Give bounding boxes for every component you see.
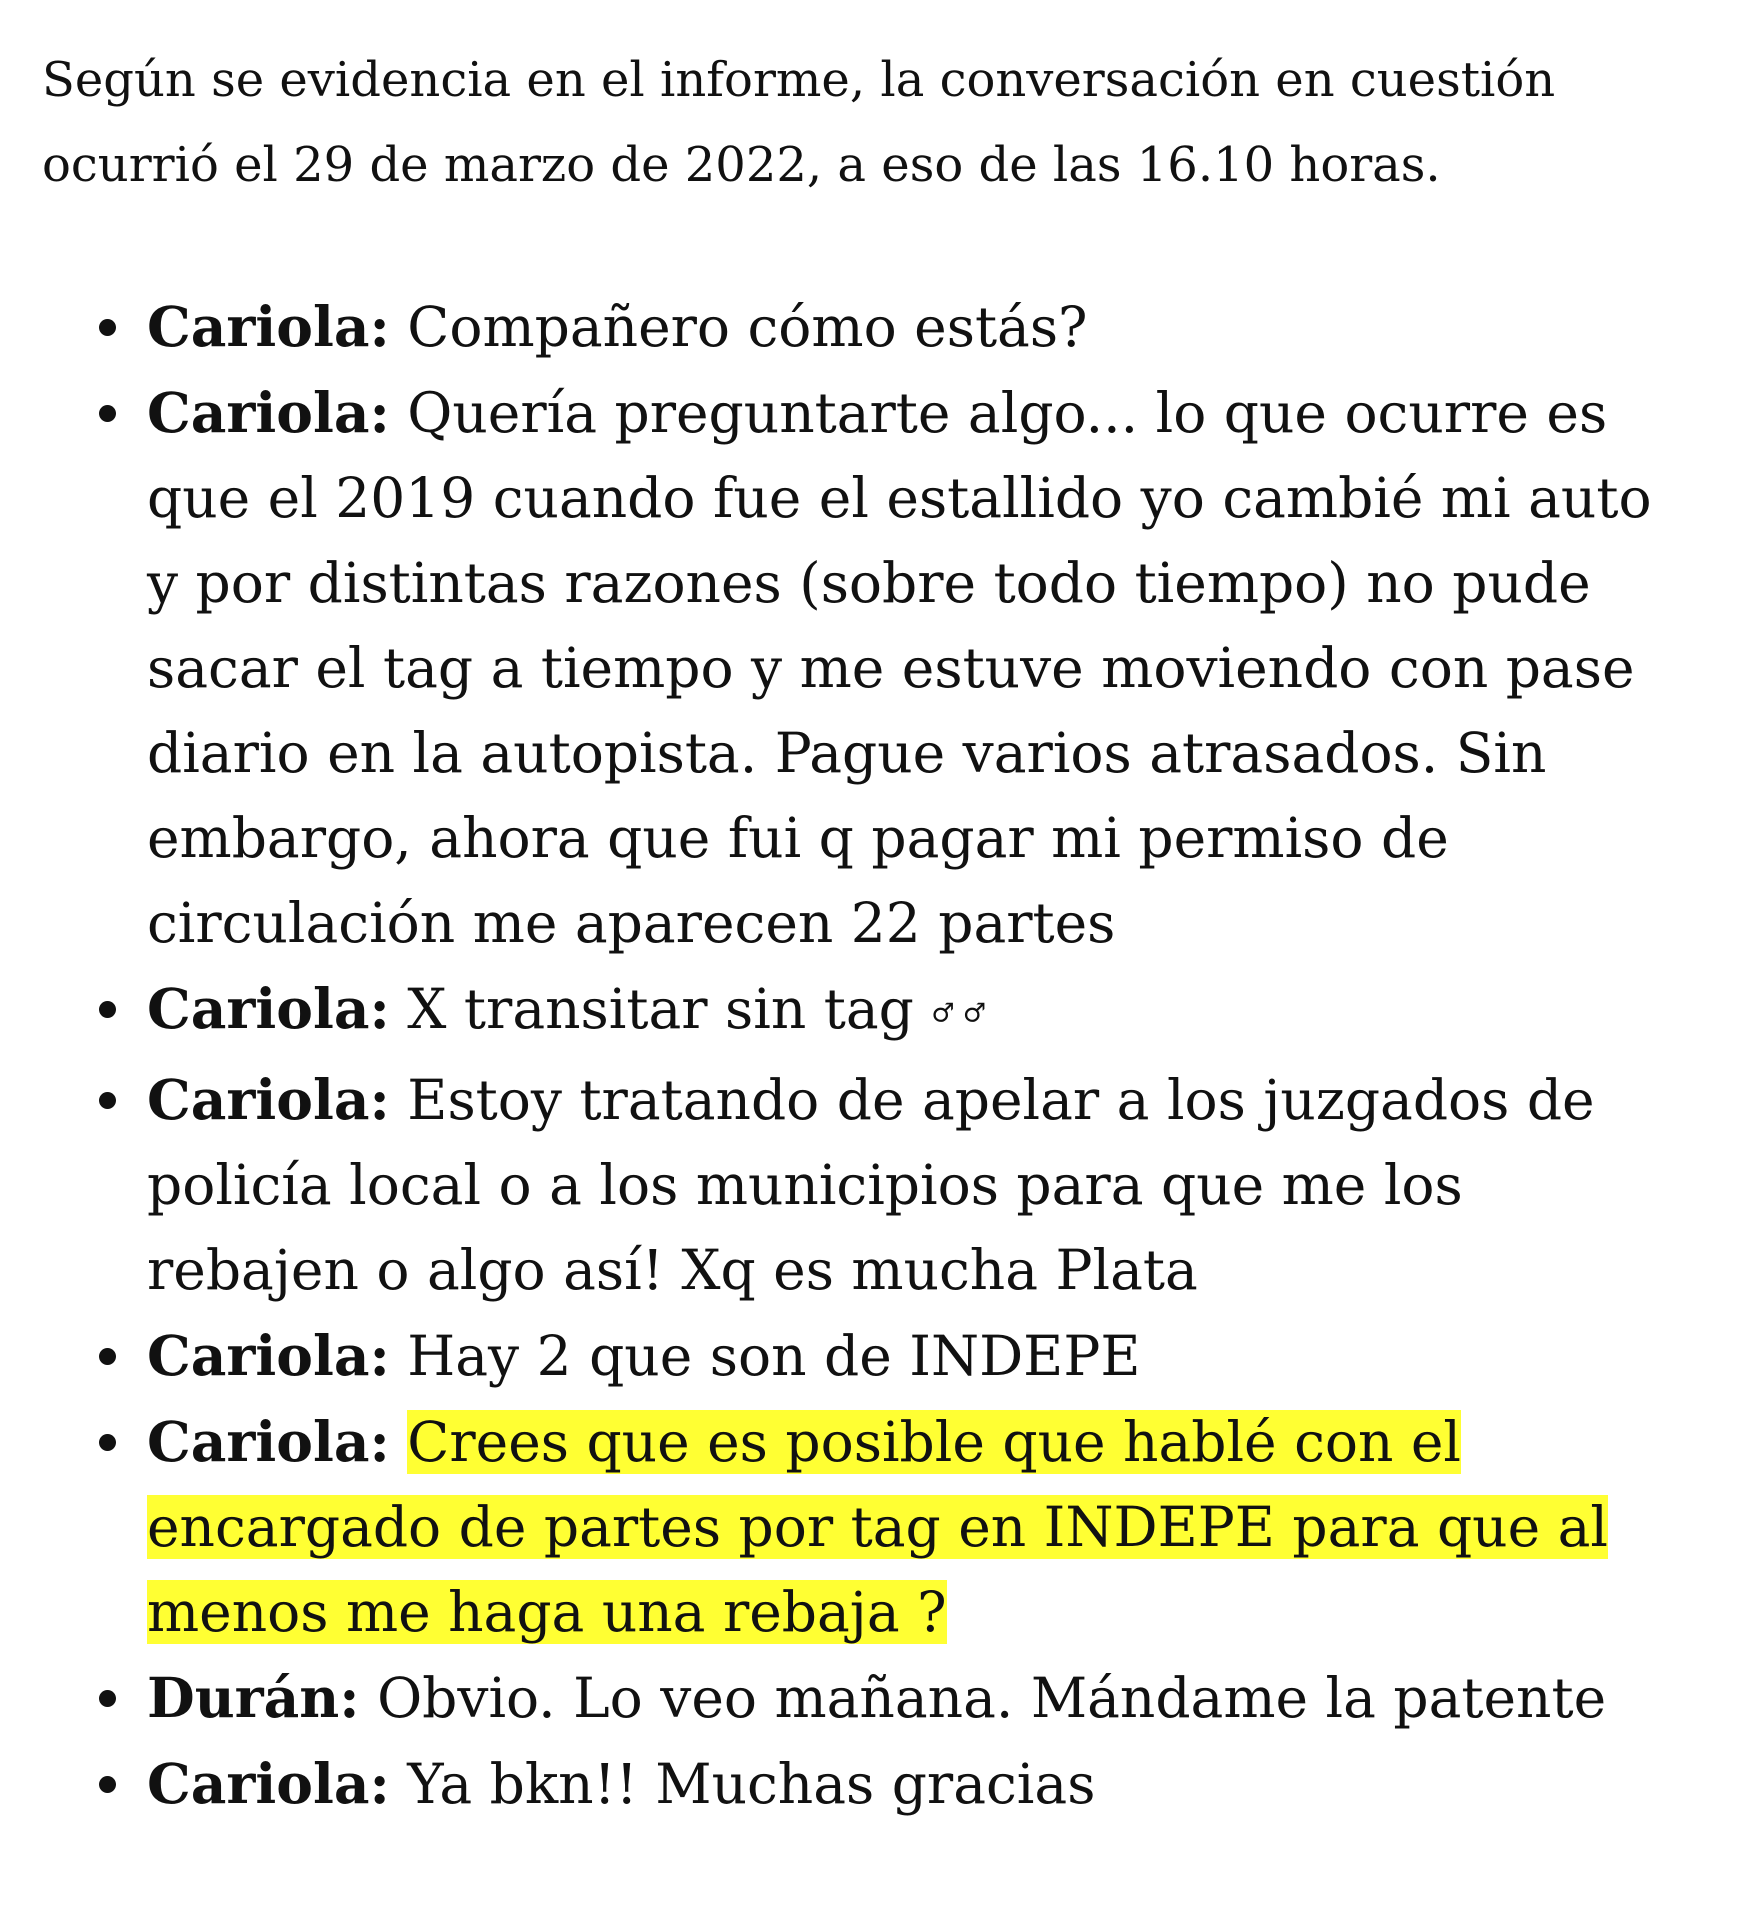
chat-message-4 [0, 1057, 1667, 1313]
message-text: Compañero cómo estás? [407, 295, 1088, 359]
message-text: Obvio. Lo veo mañana. Mándame la patente [377, 1665, 1607, 1730]
chat-message-7 [0, 1655, 1667, 1741]
intro-paragraph [42, 38, 1682, 208]
message-speaker: Cariola: [147, 1750, 390, 1816]
message-text: Estoy tratando de apelar a los juzgados de policía local o a los municipios para que me los rebajen o algo así! Xq es mucha Plata [147, 1067, 1595, 1302]
intro-line-1: Según se evidencia en el informe, la conversación en cuestión [42, 52, 1556, 108]
message-text: Hay 2 que son de INDEPE [407, 1323, 1141, 1388]
message-speaker: Durán: [147, 1664, 360, 1730]
bullet-icon [99, 1092, 116, 1109]
chat-message-8 [0, 1741, 1667, 1827]
bullet-icon [99, 1001, 116, 1018]
message-speaker: Cariola: [147, 1066, 390, 1132]
chat-message-1 [0, 284, 1667, 370]
male-sign-icon: ♂ ♂ [931, 998, 987, 1029]
bullet-icon [99, 1776, 116, 1793]
bullet-icon [99, 405, 116, 422]
message-speaker: Cariola: [147, 1408, 390, 1474]
message-speaker: Cariola: [147, 976, 390, 1041]
intro-line-2: ocurrió el 29 de marzo de 2022, a eso de las 16.10 horas. [42, 137, 1441, 193]
bullet-icon [99, 1690, 116, 1707]
chat-message-6 [0, 1399, 1667, 1655]
bullet-icon [99, 1434, 116, 1451]
chat-transcript-list [0, 284, 1700, 1827]
chat-message-5 [0, 1313, 1667, 1399]
message-speaker: Cariola: [147, 380, 390, 445]
message-text: Ya bkn!! Muchas gracias [407, 1751, 1096, 1816]
chat-message-2 [0, 370, 1667, 966]
chat-message-3 [0, 966, 1667, 1057]
message-text: Quería preguntarte algo... lo que ocurre es que el 2019 cuando fue el estallido yo cambié mi auto y por distintas razones (sobre todo tiempo) no pude sacar el tag a tiempo y me estuve moviendo con pase diario en la autopista. Pague varios atrasados. Sin embargo, ahora que fui q pagar mi permiso de circulación me aparecen 22 partes [147, 381, 1652, 955]
highlighted-message-text: Crees que es posible que hablé con el encargado de partes por tag en INDEPE para que al menos me haga una rebaja ? [147, 1409, 1609, 1644]
bullet-icon [99, 1348, 116, 1365]
message-speaker: Cariola: [147, 1322, 390, 1388]
message-speaker: Cariola: [147, 294, 390, 359]
message-text: X transitar sin tag [407, 977, 914, 1041]
bullet-icon [99, 319, 116, 336]
